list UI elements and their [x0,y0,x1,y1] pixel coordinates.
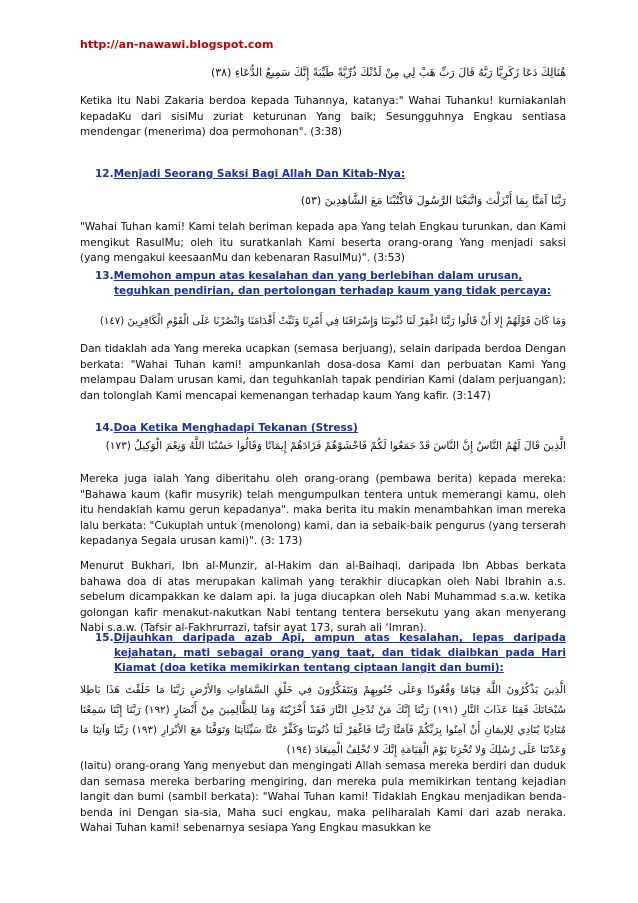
translation-3-147: Dan tidaklah ada Yang mereka ucapkan (semasa berjuang), selain daripada berdoa Dengan berkata: "Wahai Tuhan kami! ampunkanlah dosa-dosa Kami dan perbuatan Kami Yang melampau Dalam urusan kami, dan teguhkanlah tapak pendirian Kami (dalam perjuangan); dan tolonglah Kami mencapai kemenangan terhadap kaum Yang kafir. (3:147) [80,343,566,402]
arabic-verse-3-38: هُنَالِكَ دَعَا زَكَرِيَّا رَبَّهُ قَالَ رَبِّ هَبْ لِي مِنْ لَدُنْكَ ذُرِّيَّةً طَيِّبَةً إِنَّكَ سَمِيعُ الدُّعَاءِ (٣٨) [210,66,566,79]
header-url[interactable]: http://an-nawawi.blogspot.com [80,38,274,51]
heading-15-number: 15. [95,632,114,644]
arabic-verse-3-173: الَّذِينَ قَالَ لَهُمُ النَّاسُ إِنَّ النَّاسَ قَدْ جَمَعُوا لَكُمْ فَاخْشَوْهُمْ فَزَادَهُمْ إِيمَانًا وَقَالُوا حَسْبُنَا اللَّهُ وَنِعْمَ الْوَكِيلُ (١٧٣) [105,440,566,452]
heading-12-title[interactable]: Menjadi Seorang Saksi Bagi Allah Dan Kitab-Nya: [113,168,406,180]
translation-3-38: Ketika itu Nabi Zakaria berdoa kepada Tuhannya, katanya:" Wahai Tuhanku! kurniakanlah kepadaKu dari sisiMu zuriat keturunan Yang baik; Sesungguhnya Engkau sentiasa mendengar (menerima) doa permohonan". (3:38) [80,95,566,138]
heading-13-title[interactable]: Memohon ampun atas kesalahan dan yang berlebihan dalam urusan, teguhkan pendirian, dan pertolongan terhadap kaum yang tidak percaya: [113,270,551,297]
heading-13 [95,269,566,299]
heading-14-number: 14. [95,422,114,434]
heading-12-number: 12. [95,168,114,180]
heading-12 [95,167,566,182]
heading-14-title[interactable]: Doa Ketika Menghadapi Tekanan (Stress) [113,422,358,434]
translation-3-173: Mereka juga ialah Yang diberitahu oleh orang-orang (pembawa berita) kepada mereka: "Bahawa kaum (kafir musyrik) telah mengumpulkan tentera untuk memerangi kamu, oleh itu hendaklah kamu gerun kepadanya". maka berita itu makin menambahkan iman mereka lalu berkata: "Cukuplah untuk (menolong) kami, dan ia sebaik-baik pengurus (yang terserah kepadanya Segala urusan kami)". (3: 173) [80,473,566,547]
heading-15-title[interactable]: Dijauhkan daripada azab Api, ampun atas kesalahan, lepas daripada kejahatan, mati sebagai orang yang taat, dan tidak diaibkan pada Hari Kiamat (doa ketika memikirkan tentang ciptaan langit dan bumi): [113,632,566,674]
commentary-3-173: Menurut Bukhari, Ibn al-Munzir, al-Hakim dan al-Baihaqi, daripada Ibn Abbas berkata bahawa doa di atas merupakan kalimah yang terakhir diucapkan oleh Nabi Ibrahin a.s. sebelum dicampakkan ke dalam api. Ia juga diucapkan oleh Nabi Muhammad s.a.w. ketika golongan kafir menakut-nakutkan Nabi tentang tentera bersekutu yang akan menyerang Nabi s.a.w. (Tafsir al-Fakhrurrazi, tafsir ayat 173, surah ali ‘Imran). [80,560,566,634]
arabic-verses-3-191-194: الَّذِينَ يَذْكُرُونَ اللَّهَ قِيَامًا وَقُعُودًا وَعَلَى جُنُوبِهِمْ وَيَتَفَكَّرُونَ فِي خَلْقِ السَّمَاوَاتِ وَالأرْضِ رَبَّنَا مَا خَلَقْتَ هَذَا بَاطِلا سُبْحَانَكَ فَقِنَا عَذَابَ النَّارِ (١٩١) رَبَّنَا إِنَّكَ مَنْ تُدْخِلِ النَّارَ فَقَدْ أَخْزَيْتَهُ وَمَا لِلظَّالِمِينَ مِنْ أَنْصَارٍ (١٩٢) رَبَّنَا إِنَّنَا سَمِعْنَا مُنَادِيًا يُنَادِي لِلإيمَانِ أَنْ آمِنُوا بِرَبِّكُمْ فَآمَنَّا رَبَّنَا فَاغْفِرْ لَنَا ذُنُوبَنَا وَكَفِّرْ عَنَّا سَيِّئَاتِنَا وَتَوَفَّنَا مَعَ الأبْرَارِ (١٩٣) رَبَّنَا وَآتِنَا مَا وَعَدْتَنَا عَلَى رُسُلِكَ وَلا تُخْزِنَا يَوْمَ الْقِيَامَةِ إِنَّكَ لا تُخْلِفُ الْمِيعَادَ (١٩٤) [80,684,566,756]
translation-3-53: "Wahai Tuhan kami! Kami telah beriman kepada apa Yang telah Engkau turunkan, dan Kami mengikut RasulMu; oleh itu suratkanlah Kami beserta orang-orang Yang menjadi saksi (yang mengakui keesaanMu dan kebenaran RasulMu)". (3:53) [80,221,566,264]
heading-15 [95,631,566,676]
arabic-verse-3-147: وَمَا كَانَ قَوْلَهُمْ إِلا أَنْ قَالُوا رَبَّنَا اغْفِرْ لَنَا ذُنُوبَنَا وَإِسْرَافَنَا فِي أَمْرِنَا وَثَبِّتْ أَقْدَامَنَا وَانْصُرْنَا عَلَى الْقَوْمِ الْكَافِرِينَ (١٤٧) [99,316,566,327]
heading-14 [95,421,566,436]
translation-3-191-194: (Iaitu) orang-orang Yang menyebut dan mengingati Allah semasa mereka berdiri dan duduk dan semasa mereka berbaring mengiring, dan mereka pula memikirkan tentang kejadian langit dan bumi (sambil berkata): "Wahai Tuhan kami! Tidaklah Engkau menjadikan benda-benda ini Dengan sia-sia, Maha suci engkau, maka peliharalah Kami dari azab neraka. Wahai Tuhan kami! sebenarnya sesiapa Yang Engkau masukkan ke [80,760,566,834]
heading-13-number: 13. [95,270,114,282]
arabic-verse-3-53: رَبَّنَا آمَنَّا بِمَا أَنْزَلْتَ وَاتَّبَعْنَا الرَّسُولَ فَاكْتُبْنَا مَعَ الشَّاهِدِينَ (٥٣) [300,194,566,207]
